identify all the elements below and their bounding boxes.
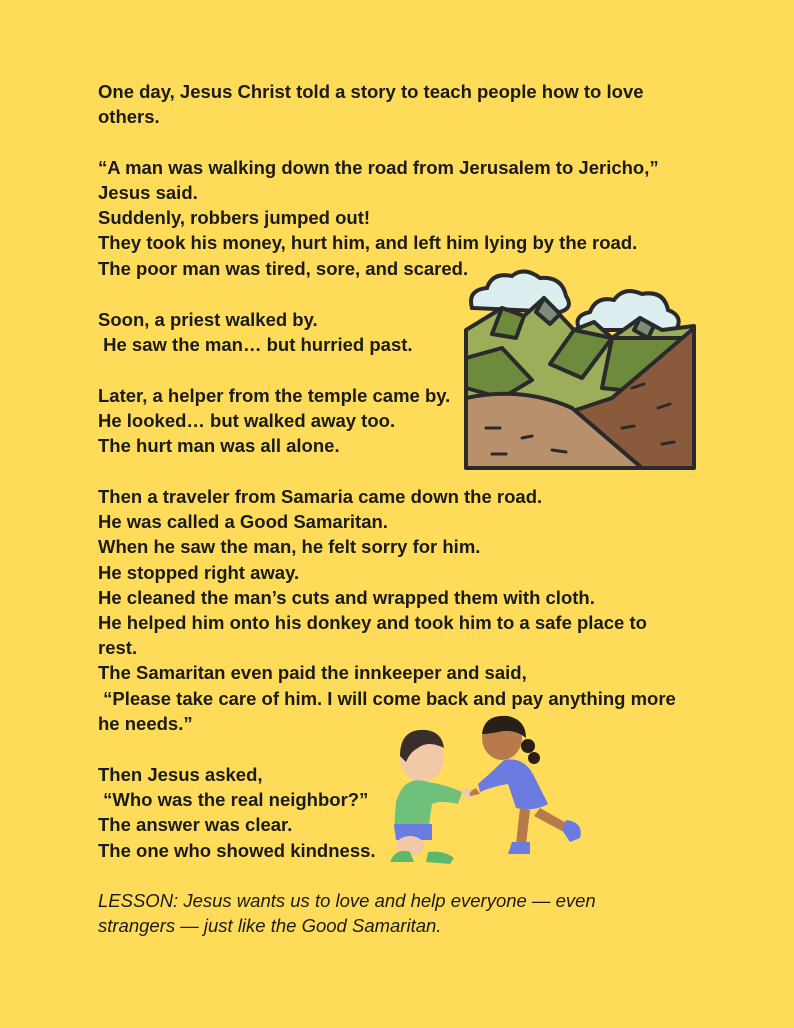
children-helping-illustration xyxy=(384,712,594,866)
boy-figure xyxy=(390,730,476,864)
story-line: “Who was the real neighbor?” xyxy=(98,789,369,810)
story-line: Suddenly, robbers jumped out! xyxy=(98,207,371,228)
story-line: They took his money, hurt him, and left him lying by the road. xyxy=(98,232,638,253)
story-line: The one who showed kindness. xyxy=(98,840,376,861)
story-line: others. xyxy=(98,106,160,127)
lesson-line: LESSON: Jesus wants us to love and help everyone — even xyxy=(98,890,596,911)
story-line: he needs.” xyxy=(98,713,193,734)
mountain-road-illustration xyxy=(462,268,698,474)
story-line: He cleaned the man’s cuts and wrapped them with cloth. xyxy=(98,587,595,608)
story-line: He was called a Good Samaritan. xyxy=(98,511,388,532)
story-line: “A man was walking down the road from Jerusalem to Jericho,” xyxy=(98,157,659,178)
story-line: Then a traveler from Samaria came down the road. xyxy=(98,486,543,507)
story-line: Jesus said. xyxy=(98,182,198,203)
girl-figure xyxy=(470,716,581,854)
story-line: Soon, a priest walked by. xyxy=(98,309,318,330)
story-line: When he saw the man, he felt sorry for him. xyxy=(98,536,481,557)
story-line: rest. xyxy=(98,637,138,658)
lesson-line: strangers — just like the Good Samaritan. xyxy=(98,915,442,936)
story-line: Later, a helper from the temple came by. xyxy=(98,385,451,406)
story-line: “Please take care of him. I will come back and pay anything more xyxy=(98,688,676,709)
story-line: He stopped right away. xyxy=(98,562,300,583)
story-line: The Samaritan even paid the innkeeper and said, xyxy=(98,662,527,683)
story-line: One day, Jesus Christ told a story to teach people how to love xyxy=(98,81,644,102)
story-line: He helped him onto his donkey and took him to a safe place to xyxy=(98,612,647,633)
story-line: Then Jesus asked, xyxy=(98,764,263,785)
story-line: He looked… but walked away too. xyxy=(98,410,396,431)
story-line: The hurt man was all alone. xyxy=(98,435,340,456)
story-line: He saw the man… but hurried past. xyxy=(98,334,413,355)
story-line: The answer was clear. xyxy=(98,814,293,835)
story-line: The poor man was tired, sore, and scared. xyxy=(98,258,469,279)
